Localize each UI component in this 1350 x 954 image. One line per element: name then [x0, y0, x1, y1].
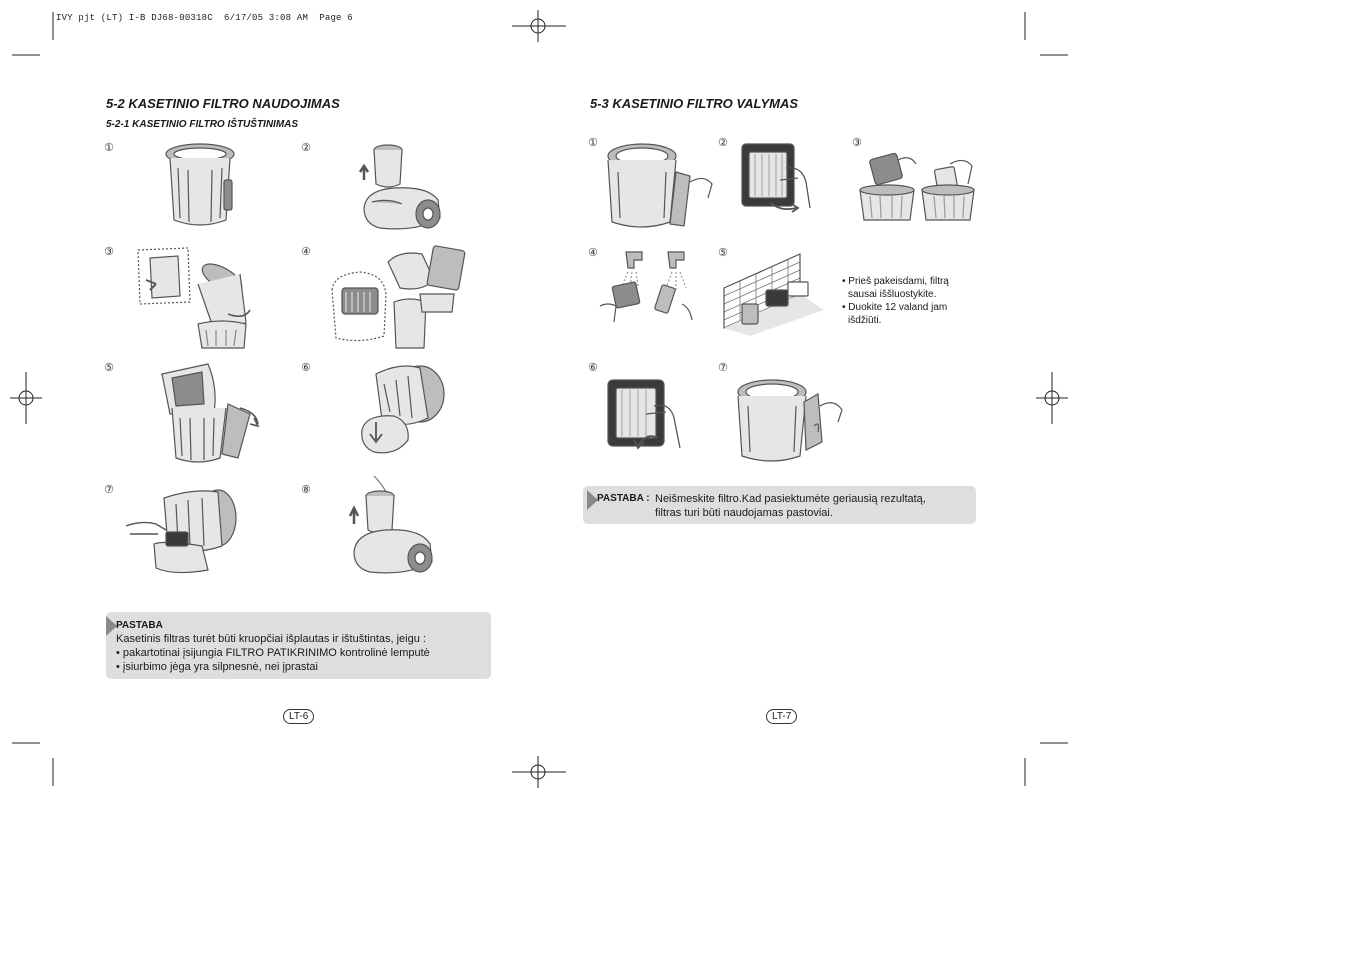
- illustration-remove-filter-cover: [356, 360, 448, 456]
- illustration-insert-filter: [124, 484, 240, 576]
- note-box-left: [106, 612, 491, 679]
- page-number-right: LT-7: [766, 709, 797, 724]
- step-number-4: ④: [588, 246, 598, 259]
- step-number-3: ③: [852, 136, 862, 149]
- step-number-2: ②: [301, 141, 311, 154]
- section-heading-5-3: 5-3 KASETINIO FILTRO VALYMAS: [590, 96, 799, 111]
- step-number-5: ⑤: [718, 246, 728, 259]
- subsection-heading-5-2-1: 5-2-1 KASETINIO FILTRO IŠTUŠTINIMAS: [106, 119, 299, 130]
- note-bullet: • pakartotinai įsijungia FILTRO PATIKRINIMO kontrolinė lemputė: [116, 647, 430, 659]
- illustration-dust-bin: [160, 140, 244, 232]
- step-number-7: ⑦: [718, 361, 728, 374]
- step-number-6: ⑥: [301, 361, 311, 374]
- section-heading-5-2: 5-2 KASETINIO FILTRO NAUDOJIMAS: [106, 96, 340, 111]
- instruction-continuation: išdžiūti.: [848, 315, 882, 326]
- illustration-open-cassette: [604, 138, 718, 230]
- instruction-bullet: • Duokite 12 valand jam: [842, 302, 948, 313]
- step-number-1: ①: [104, 141, 114, 154]
- illustration-remove-cassette-filter: [330, 240, 466, 352]
- illustration-close-cassette: [734, 376, 846, 464]
- step-number-5: ⑤: [104, 361, 114, 374]
- illustration-vacuum-lift-bin: [358, 136, 446, 238]
- step-number-6: ⑥: [588, 361, 598, 374]
- illustration-open-bin-lid: [132, 244, 260, 352]
- instruction-bullet: • Prieš pakeisdami, filtrą: [842, 276, 949, 287]
- illustration-vacuum-insert-bin: [346, 474, 438, 582]
- step-number-2: ②: [718, 136, 728, 149]
- step-number-1: ①: [588, 136, 598, 149]
- step-number-7: ⑦: [104, 483, 114, 496]
- note-text: filtras turi būti naudojamas pastoviai.: [655, 507, 833, 519]
- drying-instructions: [842, 275, 972, 327]
- illustration-insert-filter-frame: [606, 376, 684, 456]
- note-label: PASTABA: [116, 620, 163, 631]
- illustration-cassette-frame: [740, 138, 812, 214]
- illustration-empty-into-bin: [858, 150, 976, 222]
- step-number-4: ④: [301, 245, 311, 258]
- illustration-dry-filter-shade: [720, 250, 826, 336]
- step-number-3: ③: [104, 245, 114, 258]
- illustration-pull-out-filter: [158, 358, 266, 466]
- note-label: PASTABA :: [597, 493, 650, 504]
- note-text: Kasetinis filtras turėt būti kruopčiai išplautas ir ištuštintas, jeigu :: [116, 633, 426, 645]
- page-number-left: LT-6: [283, 709, 314, 724]
- note-bullet: • įsiurbimo jėga yra silpnesnė, nei įprastai: [116, 661, 318, 673]
- step-number-8: ⑧: [301, 483, 311, 496]
- illustration-wash-filter-tap: [598, 246, 694, 324]
- print-slug: IVY pjt (LT) I-B DJ68-00318C 6/17/05 3:08 AM Page 6: [56, 13, 353, 23]
- instruction-continuation: sausai iššluostykite.: [848, 289, 937, 300]
- note-box-right: [583, 486, 976, 524]
- note-text: Neišmeskite filtro.Kad pasiektumėte geriausią rezultatą,: [655, 493, 926, 505]
